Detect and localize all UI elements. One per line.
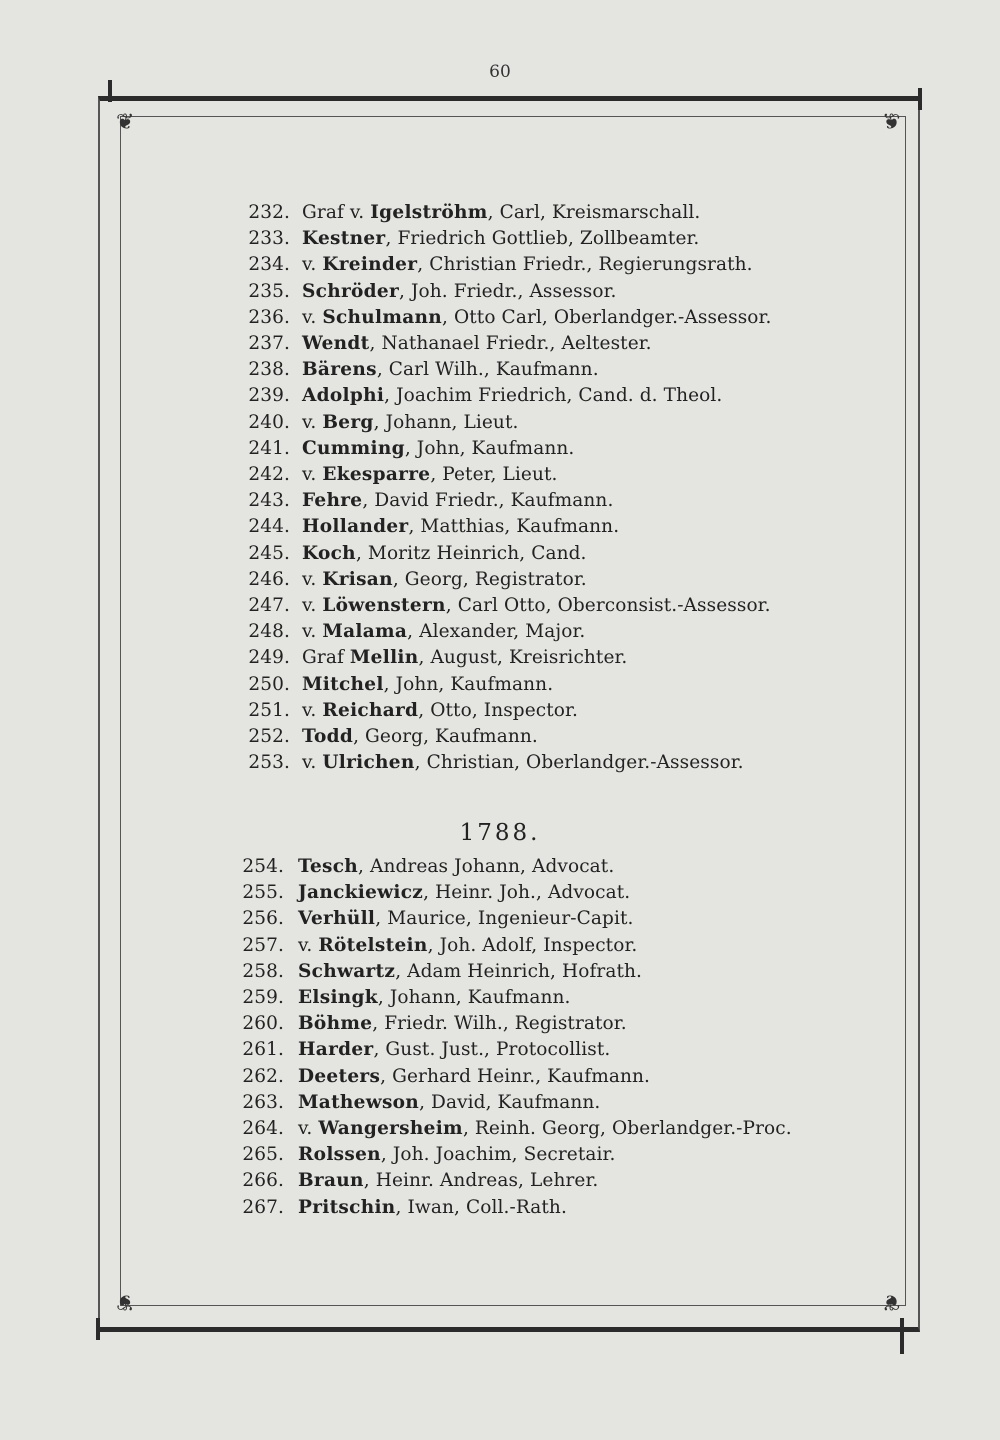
entry-prefix: v. [302, 306, 323, 328]
entry-details: , Reinh. Georg, Oberlandger.-Proc. [462, 1118, 792, 1139]
entry-details: , Iwan, Coll.-Rath. [395, 1196, 567, 1218]
entry-surname: Löwenstern [322, 595, 446, 616]
entry-surname: Tesch [298, 856, 359, 877]
entry-number: 237. [248, 333, 290, 354]
entry-number: 238. [248, 359, 290, 381]
entry-text [302, 647, 627, 668]
entry-prefix: Graf v. [302, 202, 371, 223]
frame-tick-bottom-left [96, 1318, 100, 1340]
entry-text [298, 961, 642, 982]
entry-details: , Otto, Inspector. [418, 699, 578, 721]
entry-number: 247. [248, 595, 290, 616]
entry-details: , Andreas Johann, Advocat. [358, 856, 615, 877]
entry-number: 256. [242, 908, 284, 930]
entry-text [298, 1066, 650, 1087]
entry-number: 254. [242, 856, 284, 877]
entry-number: 233. [248, 228, 290, 250]
entry-details: , Joachim Friedrich, Cand. d. Theol. [384, 385, 723, 407]
entry-prefix: v. [302, 699, 323, 721]
entry-surname: Böhme [298, 1013, 373, 1035]
frame-tick-top-left [108, 80, 112, 102]
entry-number: 255. [242, 882, 284, 904]
year-heading: 1788. [459, 820, 541, 846]
entry-details: , Heinr. Andreas, Lehrer. [363, 1170, 599, 1192]
entry-text [298, 1144, 615, 1165]
entry-number: 251. [248, 699, 290, 721]
entry-number: 253. [248, 752, 290, 774]
entry-text [302, 254, 753, 275]
entry-number: 234. [248, 254, 290, 276]
entry-details: , Heinr. Joh., Advocat. [423, 882, 631, 904]
entry-text [302, 700, 578, 721]
entry-text [302, 752, 744, 773]
entry-details: , Friedr. Wilh., Registrator. [372, 1013, 627, 1035]
entry-details: , Gerhard Heinr., Kaufmann. [380, 1065, 650, 1087]
entry-number: 245. [248, 542, 290, 564]
ornament-top-right-icon: ❦ [882, 110, 901, 135]
entry-details: , Johann, Kaufmann. [377, 987, 571, 1008]
entry-details: , Peter, Lieut. [430, 464, 558, 485]
entry-prefix: Graf [302, 647, 350, 669]
entry-surname: Reichard [322, 699, 419, 721]
entry-details: , John, Kaufmann. [404, 437, 575, 459]
entry-prefix: v. [302, 411, 323, 433]
entry-details: , Moritz Heinrich, Cand. [355, 542, 587, 564]
entry-number: 248. [248, 621, 290, 643]
entry-text [302, 438, 574, 459]
entry-prefix: v. [298, 1118, 319, 1139]
entry-number: 265. [242, 1144, 284, 1166]
entry-details: , David, Kaufmann. [419, 1091, 601, 1113]
entry-surname: Schwartz [298, 960, 396, 982]
entry-text [298, 1170, 598, 1191]
entry-text [302, 333, 652, 354]
entry-details: , Carl Otto, Oberconsist.-Assessor. [445, 595, 771, 616]
entry-surname: Schulmann [322, 306, 443, 328]
entry-details: , Georg, Kaufmann. [353, 726, 538, 747]
entry-text [302, 359, 599, 380]
entry-details: , Carl, Kreismarschall. [487, 202, 701, 223]
entry-surname: Kestner [302, 228, 386, 250]
entry-details: , David Friedr., Kaufmann. [362, 490, 614, 512]
entry-prefix: v. [302, 568, 323, 590]
entry-surname: Rötelstein [318, 934, 428, 956]
entry-number: 232. [248, 202, 290, 223]
entry-details: , August, Kreisrichter. [418, 647, 628, 669]
entry-text [302, 543, 587, 564]
entry-surname: Harder [298, 1039, 374, 1061]
entry-prefix: v. [298, 934, 319, 956]
entry-details: , John, Kaufmann. [383, 673, 554, 695]
page-number: 60 [489, 62, 511, 82]
entry-text [302, 202, 700, 223]
entry-surname: Kreinder [322, 254, 418, 276]
entry-details: , Joh. Joachim, Secretair. [380, 1144, 616, 1166]
entry-surname: Mellin [349, 647, 419, 669]
entry-surname: Adolphi [302, 385, 385, 407]
entry-surname: Koch [302, 542, 356, 564]
entry-surname: Deeters [298, 1065, 381, 1087]
entry-number: 241. [248, 437, 290, 459]
entry-details: , Johann, Lieut. [373, 411, 519, 433]
entry-text [302, 228, 699, 249]
entry-surname: Ulrichen [322, 752, 415, 774]
entry-surname: Mathewson [298, 1091, 420, 1113]
entry-number: 257. [242, 934, 284, 956]
entry-text [302, 412, 518, 433]
entry-text [302, 595, 771, 616]
entry-details: , Nathanael Friedr., Aeltester. [369, 333, 652, 354]
entry-text [302, 516, 619, 537]
entry-text [298, 935, 637, 956]
entry-number: 260. [242, 1013, 284, 1035]
entry-number: 246. [248, 568, 290, 590]
entry-number: 236. [248, 306, 290, 328]
entry-details: , Alexander, Major. [407, 621, 586, 643]
ornament-top-left-icon: ❦ [116, 110, 135, 135]
entry-text [298, 1197, 567, 1218]
entry-details: , Gust. Just., Protocollist. [373, 1039, 611, 1061]
entry-details: , Matthias, Kaufmann. [408, 516, 620, 538]
entry-prefix: v. [302, 621, 323, 643]
entry-number: 259. [242, 987, 284, 1008]
entry-number: 244. [248, 516, 290, 538]
entry-details: , Friedrich Gottlieb, Zollbeamter. [385, 228, 700, 250]
entry-text [302, 385, 722, 406]
entry-text [298, 1118, 792, 1139]
entry-text [298, 856, 614, 877]
entry-number: 242. [248, 464, 290, 485]
entry-number: 266. [242, 1170, 284, 1192]
entry-details: , Christian, Oberlandger.-Assessor. [414, 752, 744, 774]
entry-surname: Todd [302, 726, 354, 747]
entry-text [298, 1013, 627, 1034]
entry-surname: Ekesparre [322, 464, 431, 485]
entry-number: 250. [248, 673, 290, 695]
entry-surname: Wendt [302, 333, 370, 354]
entry-surname: Cumming [302, 437, 405, 459]
entry-number: 243. [248, 490, 290, 512]
ornament-bottom-left-icon: ❦ [116, 1289, 135, 1314]
entry-surname: Berg [322, 411, 374, 433]
entry-details: , Georg, Registrator. [392, 568, 587, 590]
entry-surname: Schröder [302, 280, 400, 302]
entry-text [302, 307, 771, 328]
entry-surname: Janckiewicz [298, 882, 424, 904]
entry-number: 252. [248, 726, 290, 747]
entry-number: 235. [248, 280, 290, 302]
entry-text [302, 674, 553, 695]
entry-surname: Wangersheim [318, 1118, 463, 1139]
entry-text [302, 621, 585, 642]
entry-surname: Pritschin [298, 1196, 396, 1218]
entry-text [302, 726, 538, 747]
entry-number: 267. [242, 1196, 284, 1218]
entry-number: 261. [242, 1039, 284, 1061]
entry-text [302, 281, 616, 302]
entry-details: , Joh. Friedr., Assessor. [399, 280, 617, 302]
entry-text [298, 882, 630, 903]
entry-number: 262. [242, 1065, 284, 1087]
entry-text [298, 1092, 600, 1113]
entry-surname: Hollander [302, 516, 409, 538]
frame-tick-bottom-right [900, 1318, 904, 1354]
entry-text [302, 464, 558, 485]
entry-prefix: v. [302, 752, 323, 774]
entry-text [302, 490, 613, 511]
entry-surname: Malama [322, 621, 408, 643]
entry-prefix: v. [302, 464, 323, 485]
entry-surname: Verhüll [298, 908, 376, 930]
entry-number: 258. [242, 960, 284, 982]
entry-details: , Otto Carl, Oberlandger.-Assessor. [442, 306, 772, 328]
entry-number: 264. [242, 1118, 284, 1139]
entry-surname: Bärens [302, 359, 377, 381]
entry-number: 240. [248, 411, 290, 433]
entry-text [302, 569, 587, 590]
entry-details: , Maurice, Ingenieur-Capit. [375, 908, 634, 930]
entry-surname: Braun [298, 1170, 364, 1192]
entry-text [298, 1039, 610, 1060]
entry-details: , Carl Wilh., Kaufmann. [376, 359, 599, 381]
entry-surname: Igelströhm [370, 202, 488, 223]
entry-prefix: v. [302, 595, 323, 616]
entry-details: , Christian Friedr., Regierungsrath. [417, 254, 753, 276]
entry-surname: Krisan [322, 568, 393, 590]
entry-surname: Rolssen [298, 1144, 381, 1166]
entry-number: 263. [242, 1091, 284, 1113]
entry-prefix: v. [302, 254, 323, 276]
frame-tick-top-right [918, 88, 922, 110]
entry-surname: Mitchel [302, 673, 384, 695]
entry-text [298, 987, 571, 1008]
ornament-bottom-right-icon: ❦ [882, 1289, 901, 1314]
entry-surname: Fehre [302, 490, 363, 512]
entry-text [298, 908, 633, 929]
entry-details: , Adam Heinrich, Hofrath. [395, 960, 643, 982]
entry-surname: Elsingk [298, 987, 378, 1008]
entry-number: 249. [248, 647, 290, 669]
entry-number: 239. [248, 385, 290, 407]
entry-details: , Joh. Adolf, Inspector. [427, 934, 638, 956]
